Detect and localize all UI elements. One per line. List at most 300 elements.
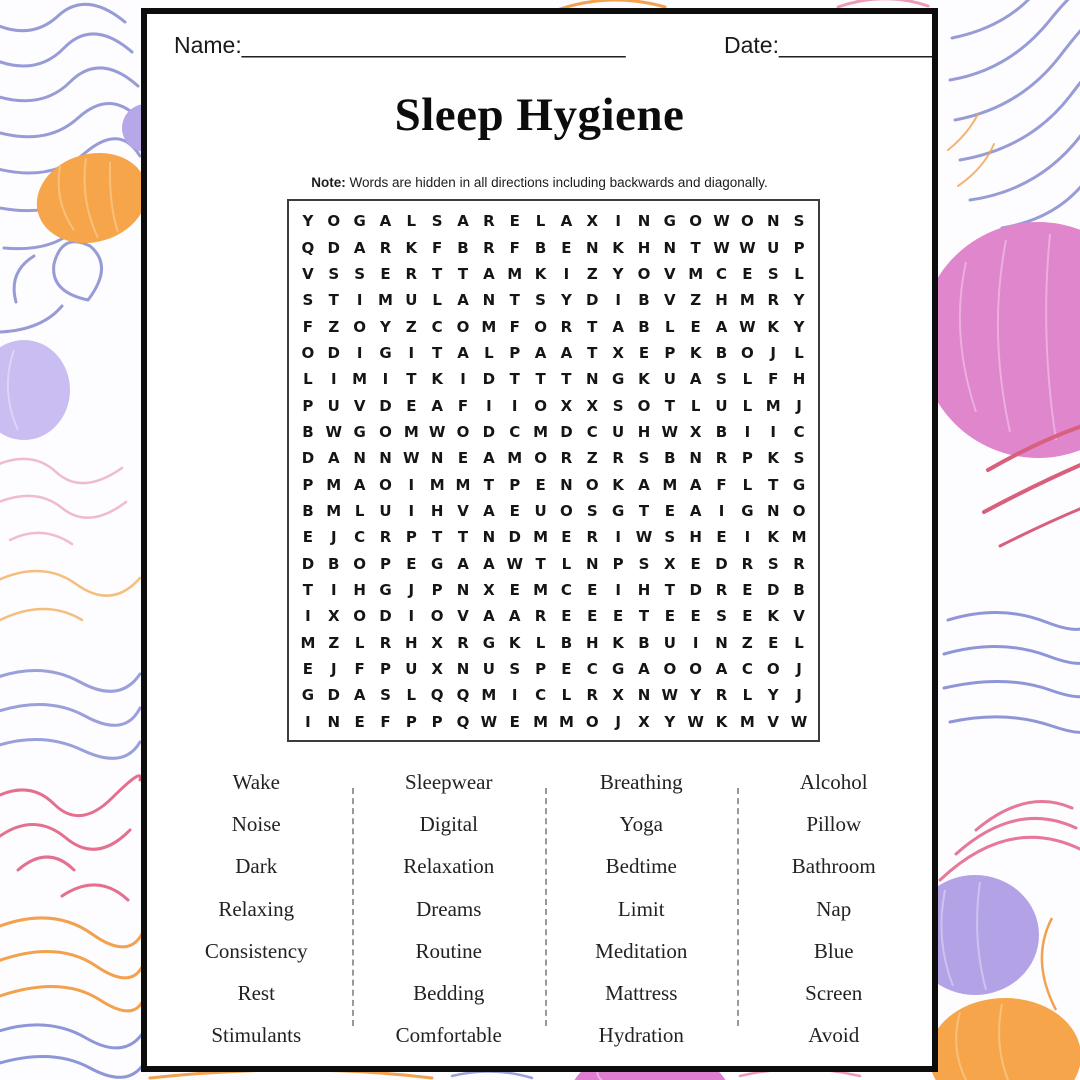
grid-letter: R bbox=[612, 449, 624, 468]
grid-letter: X bbox=[586, 212, 599, 231]
grid-letter: E bbox=[664, 501, 675, 520]
grid-letter: U bbox=[379, 501, 392, 520]
grid-letter: E bbox=[354, 712, 365, 731]
grid-letter: A bbox=[483, 554, 495, 573]
grid-letter: Z bbox=[586, 264, 598, 283]
grid-letter: L bbox=[665, 317, 675, 336]
grid-letter: E bbox=[509, 712, 520, 731]
grid-letter: S bbox=[535, 291, 546, 310]
grid-letter: O bbox=[353, 607, 366, 626]
grid-letter: R bbox=[793, 554, 805, 573]
grid-letter: Z bbox=[328, 633, 340, 652]
grid-letter: P bbox=[405, 528, 417, 547]
grid-letter: E bbox=[690, 607, 701, 626]
grid-letter: A bbox=[457, 212, 469, 231]
grid-letter: S bbox=[716, 370, 727, 389]
grid-letter: D bbox=[715, 554, 728, 573]
grid-letter: D bbox=[379, 396, 392, 415]
grid-letter: T bbox=[535, 554, 546, 573]
grid-letter: E bbox=[406, 554, 417, 573]
word-item: Wake bbox=[232, 769, 280, 794]
grid-letter: T bbox=[457, 528, 469, 547]
grid-letter: A bbox=[689, 501, 702, 520]
worksheet-card bbox=[141, 8, 938, 1072]
grid-letter: G bbox=[353, 422, 366, 441]
grid-letter: S bbox=[767, 554, 779, 573]
grid-letter: C bbox=[509, 422, 521, 441]
grid-letter: C bbox=[535, 686, 547, 705]
grid-letter: O bbox=[689, 212, 703, 231]
grid-letter: E bbox=[509, 501, 520, 520]
grid-letter: A bbox=[715, 660, 728, 679]
grid-letter: T bbox=[509, 370, 520, 389]
grid-letter: E bbox=[302, 660, 314, 679]
grid-letter: G bbox=[353, 212, 366, 231]
grid-letter: W bbox=[661, 422, 679, 441]
grid-letter: T bbox=[432, 264, 443, 283]
grid-letter: A bbox=[689, 370, 702, 389]
grid-letter: Y bbox=[793, 291, 805, 310]
grid-letter: V bbox=[793, 607, 805, 626]
word-item: Sleepwear bbox=[405, 769, 493, 794]
grid-letter: R bbox=[586, 528, 599, 547]
grid-letter: W bbox=[790, 712, 808, 731]
word-item: Nap bbox=[816, 896, 852, 921]
grid-letter: M bbox=[765, 396, 781, 415]
grid-letter: G bbox=[663, 212, 676, 231]
grid-letter: N bbox=[379, 449, 392, 468]
grid-letter: B bbox=[715, 343, 728, 362]
grid-letter: O bbox=[379, 422, 392, 441]
grid-letter: B bbox=[560, 633, 573, 652]
grid-letter: L bbox=[690, 396, 701, 415]
grid-letter: E bbox=[587, 580, 598, 599]
grid-letter: K bbox=[767, 449, 780, 468]
grid-letter: J bbox=[796, 660, 802, 679]
grid-letter: I bbox=[356, 291, 363, 310]
word-search-grid-box bbox=[287, 199, 820, 742]
grid-letter: M bbox=[429, 475, 445, 494]
word-item: Breathing bbox=[599, 769, 683, 794]
grid-letter: F bbox=[716, 475, 727, 494]
grid-letter: L bbox=[742, 396, 753, 415]
grid-letter: S bbox=[716, 607, 727, 626]
grid-letter: P bbox=[664, 343, 676, 362]
grid-letter: D bbox=[327, 238, 340, 257]
grid-letter: N bbox=[482, 291, 496, 310]
grid-letter: K bbox=[612, 238, 624, 257]
grid-letter: I bbox=[615, 580, 621, 599]
grid-letter: T bbox=[406, 370, 417, 389]
grid-letter: W bbox=[713, 212, 730, 231]
grid-letter: K bbox=[767, 607, 780, 626]
grid-letter: I bbox=[460, 370, 466, 389]
grid-letter: O bbox=[585, 475, 599, 494]
grid-letter: S bbox=[380, 686, 391, 705]
grid-letter: G bbox=[611, 370, 625, 389]
grid-letter: B bbox=[328, 554, 340, 573]
grid-letter: Y bbox=[690, 686, 702, 705]
grid-letter: S bbox=[767, 264, 779, 283]
grid-letter: G bbox=[431, 554, 444, 573]
grid-letter: D bbox=[379, 607, 392, 626]
grid-letter: R bbox=[457, 633, 469, 652]
grid-letter: M bbox=[533, 580, 549, 599]
word-item: Relaxing bbox=[218, 896, 295, 921]
grid-letter: F bbox=[302, 317, 314, 336]
word-item: Hydration bbox=[598, 1023, 684, 1048]
grid-letter: F bbox=[380, 712, 391, 731]
grid-letter: A bbox=[379, 212, 392, 231]
grid-letter: D bbox=[327, 686, 340, 705]
grid-letter: E bbox=[742, 580, 753, 599]
grid-letter: C bbox=[741, 660, 753, 679]
grid-letter: A bbox=[483, 449, 495, 468]
grid-letter: U bbox=[534, 501, 547, 520]
grid-letter: E bbox=[302, 528, 314, 547]
grid-letter: K bbox=[612, 633, 624, 652]
grid-letter: E bbox=[535, 475, 546, 494]
grid-letter: P bbox=[509, 475, 521, 494]
grid-letter: I bbox=[356, 343, 363, 362]
grid-letter: F bbox=[509, 317, 520, 336]
grid-letter: P bbox=[405, 712, 417, 731]
grid-letter: S bbox=[638, 449, 650, 468]
grid-letter: Q bbox=[456, 712, 470, 731]
grid-letter: O bbox=[534, 449, 547, 468]
grid-letter: V bbox=[457, 607, 469, 626]
grid-letter: C bbox=[560, 580, 572, 599]
grid-letter: R bbox=[483, 238, 495, 257]
grid-letter: K bbox=[767, 317, 780, 336]
grid-letter: E bbox=[509, 212, 520, 231]
date-blank-line: ____________ bbox=[778, 32, 933, 58]
grid-letter: E bbox=[664, 607, 675, 626]
grid-letter: P bbox=[612, 554, 624, 573]
grid-letter: O bbox=[534, 396, 547, 415]
word-item: Pillow bbox=[806, 811, 862, 836]
word-item: Screen bbox=[805, 981, 863, 1006]
grid-letter: X bbox=[612, 343, 624, 362]
grid-letter: E bbox=[768, 633, 779, 652]
note-body: Words are hidden in all directions including backwards and diagonally. bbox=[345, 175, 768, 190]
grid-letter: C bbox=[431, 317, 443, 336]
grid-letter: O bbox=[637, 264, 651, 283]
grid-letter: B bbox=[664, 449, 676, 468]
grid-letter: N bbox=[766, 501, 780, 520]
grid-letter: O bbox=[637, 396, 651, 415]
grid-letter: O bbox=[792, 501, 806, 520]
grid-letter: R bbox=[715, 580, 728, 599]
grid-letter: X bbox=[327, 607, 340, 626]
grid-letter: T bbox=[664, 580, 675, 599]
grid-letter: T bbox=[432, 528, 443, 547]
grid-letter: C bbox=[586, 422, 598, 441]
grid-letter: A bbox=[534, 343, 547, 362]
grid-letter: Q bbox=[456, 686, 470, 705]
grid-letter: I bbox=[486, 396, 492, 415]
grid-letter: R bbox=[379, 633, 392, 652]
grid-letter: I bbox=[408, 343, 415, 362]
grid-letter: E bbox=[561, 607, 572, 626]
grid-letter: A bbox=[431, 396, 443, 415]
grid-letter: A bbox=[353, 475, 366, 494]
word-item: Limit bbox=[617, 896, 665, 921]
grid-letter: K bbox=[508, 633, 521, 652]
word-item: Dreams bbox=[416, 896, 482, 921]
grid-letter: G bbox=[611, 501, 625, 520]
grid-letter: V bbox=[664, 264, 676, 283]
grid-letter: G bbox=[379, 343, 392, 362]
grid-letter: A bbox=[612, 317, 624, 336]
grid-letter: G bbox=[301, 686, 315, 705]
grid-letter: T bbox=[483, 475, 494, 494]
grid-letter: I bbox=[615, 212, 621, 231]
grid-letter: K bbox=[612, 475, 624, 494]
grid-letter: R bbox=[379, 528, 392, 547]
grid-letter: D bbox=[586, 291, 599, 310]
grid-letter: B bbox=[638, 291, 650, 310]
grid-letter: N bbox=[353, 449, 366, 468]
grid-letter: X bbox=[431, 660, 443, 679]
grid-letter: K bbox=[534, 264, 547, 283]
note-label: Note: bbox=[311, 175, 346, 190]
grid-letter: A bbox=[560, 212, 573, 231]
grid-letter: D bbox=[508, 528, 521, 547]
grid-letter: O bbox=[301, 343, 315, 362]
grid-letter: P bbox=[535, 660, 547, 679]
grid-letter: E bbox=[561, 238, 572, 257]
grid-letter: E bbox=[561, 660, 572, 679]
grid-letter: M bbox=[507, 264, 523, 283]
grid-letter: I bbox=[692, 633, 699, 652]
grid-letter: L bbox=[354, 501, 365, 520]
grid-letter: T bbox=[587, 343, 598, 362]
grid-letter: T bbox=[664, 396, 675, 415]
date-label: Date: bbox=[724, 32, 779, 58]
grid-letter: I bbox=[511, 396, 518, 415]
word-item: Rest bbox=[237, 981, 275, 1006]
grid-letter: I bbox=[744, 422, 751, 441]
grid-letter: I bbox=[330, 580, 337, 599]
grid-letter: N bbox=[637, 686, 651, 705]
grid-letter: U bbox=[327, 396, 340, 415]
grid-letter: O bbox=[379, 475, 392, 494]
grid-letter: A bbox=[483, 501, 495, 520]
grid-letter: L bbox=[535, 633, 546, 652]
grid-letter: G bbox=[741, 501, 754, 520]
note-text bbox=[147, 175, 932, 190]
grid-letter: T bbox=[302, 580, 314, 599]
grid-letter: Z bbox=[690, 291, 702, 310]
grid-letter: U bbox=[767, 238, 780, 257]
grid-letter: H bbox=[689, 528, 702, 547]
grid-letter: E bbox=[406, 396, 417, 415]
word-column bbox=[160, 761, 353, 1057]
grid-letter: I bbox=[408, 475, 415, 494]
grid-letter: L bbox=[484, 343, 494, 362]
grid-letter: M bbox=[739, 712, 755, 731]
grid-letter: P bbox=[379, 660, 391, 679]
grid-letter: T bbox=[328, 291, 339, 310]
grid-letter: R bbox=[405, 264, 418, 283]
grid-letter: R bbox=[534, 607, 547, 626]
grid-letter: F bbox=[509, 238, 520, 257]
grid-letter: S bbox=[586, 501, 598, 520]
grid-letter: X bbox=[664, 554, 676, 573]
grid-letter: N bbox=[585, 370, 599, 389]
grid-letter: D bbox=[689, 580, 702, 599]
grid-letter: H bbox=[353, 580, 366, 599]
grid-letter: L bbox=[561, 554, 572, 573]
grid-letter: L bbox=[742, 686, 753, 705]
grid-letter: M bbox=[352, 370, 368, 389]
grid-letter: P bbox=[431, 580, 443, 599]
grid-letter: A bbox=[483, 264, 495, 283]
grid-letter: W bbox=[739, 238, 756, 257]
grid-letter: L bbox=[354, 633, 365, 652]
grid-letter: A bbox=[689, 475, 702, 494]
grid-letter: W bbox=[325, 422, 343, 441]
grid-letter: D bbox=[482, 422, 496, 441]
word-item: Consistency bbox=[204, 938, 308, 963]
grid-letter: L bbox=[794, 633, 804, 652]
word-item: Blue bbox=[813, 938, 854, 963]
grid-letter: L bbox=[561, 686, 572, 705]
grid-letter: L bbox=[535, 212, 546, 231]
name-blank-line: ______________________________ bbox=[241, 32, 626, 58]
grid-letter: L bbox=[432, 291, 442, 310]
grid-letter: N bbox=[715, 633, 728, 652]
grid-letter: I bbox=[511, 686, 518, 705]
grid-letter: E bbox=[742, 264, 753, 283]
grid-letter: E bbox=[509, 580, 520, 599]
grid-letter: T bbox=[432, 343, 443, 362]
grid-letter: S bbox=[793, 449, 805, 468]
grid-letter: S bbox=[302, 291, 314, 310]
grid-letter: B bbox=[457, 238, 469, 257]
grid-letter: N bbox=[663, 238, 677, 257]
grid-letter: M bbox=[403, 422, 419, 441]
word-item: Avoid bbox=[808, 1023, 860, 1048]
grid-letter: T bbox=[457, 264, 469, 283]
grid-letter: B bbox=[638, 317, 650, 336]
grid-letter: W bbox=[687, 712, 704, 731]
grid-letter: B bbox=[302, 501, 314, 520]
grid-letter: L bbox=[742, 370, 753, 389]
grid-letter: E bbox=[380, 264, 391, 283]
grid-letter: W bbox=[739, 317, 756, 336]
grid-letter: M bbox=[533, 528, 549, 547]
grid-letter: K bbox=[767, 528, 780, 547]
grid-letter: O bbox=[456, 317, 470, 336]
grid-letter: R bbox=[741, 554, 754, 573]
grid-letter: M bbox=[688, 264, 704, 283]
grid-letter: A bbox=[457, 343, 469, 362]
grid-letter: Q bbox=[301, 238, 315, 257]
grid-letter: W bbox=[661, 686, 679, 705]
grid-letter: A bbox=[638, 660, 650, 679]
grid-letter: A bbox=[327, 449, 340, 468]
grid-letter: B bbox=[793, 580, 805, 599]
grid-letter: A bbox=[715, 317, 728, 336]
grid-letter: O bbox=[534, 317, 547, 336]
grid-letter: U bbox=[482, 660, 495, 679]
grid-letter: B bbox=[715, 422, 728, 441]
grid-letter: O bbox=[560, 501, 573, 520]
grid-letter: M bbox=[739, 291, 755, 310]
grid-letter: J bbox=[330, 528, 337, 547]
grid-letter: G bbox=[379, 580, 392, 599]
grid-letter: U bbox=[405, 660, 418, 679]
grid-letter: Y bbox=[767, 686, 779, 705]
word-list-divider bbox=[545, 788, 547, 1026]
grid-letter: G bbox=[482, 633, 496, 652]
grid-letter: Z bbox=[586, 449, 598, 468]
grid-letter: I bbox=[408, 501, 415, 520]
grid-letter: L bbox=[742, 475, 753, 494]
grid-letter: H bbox=[405, 633, 418, 652]
grid-letter: O bbox=[430, 607, 444, 626]
grid-letter: M bbox=[378, 291, 393, 310]
grid-letter: Z bbox=[741, 633, 753, 652]
grid-letter: T bbox=[768, 475, 779, 494]
grid-letter: H bbox=[637, 238, 651, 257]
grid-letter: I bbox=[718, 501, 725, 520]
grid-letter: V bbox=[767, 712, 780, 731]
grid-letter: R bbox=[560, 317, 573, 336]
grid-letter: M bbox=[455, 475, 471, 494]
grid-letter: I bbox=[382, 370, 389, 389]
grid-letter: W bbox=[713, 238, 730, 257]
grid-letter: M bbox=[326, 501, 342, 520]
grid-letter: J bbox=[796, 686, 802, 705]
name-label: Name: bbox=[174, 32, 242, 58]
date-group bbox=[724, 32, 932, 59]
grid-letter: S bbox=[793, 212, 805, 231]
grid-letter: K bbox=[689, 343, 702, 362]
grid-letter: L bbox=[406, 686, 417, 705]
word-item: Alcohol bbox=[799, 769, 868, 794]
grid-letter: I bbox=[563, 264, 570, 283]
grid-letter: W bbox=[506, 554, 523, 573]
grid-letter: X bbox=[638, 712, 650, 731]
grid-letter: I bbox=[305, 607, 311, 626]
grid-letter: R bbox=[715, 686, 728, 705]
grid-letter: P bbox=[302, 475, 314, 494]
grid-letter: J bbox=[330, 660, 337, 679]
grid-letter: I bbox=[330, 370, 337, 389]
grid-letter: N bbox=[689, 449, 702, 468]
grid-letter: I bbox=[770, 422, 777, 441]
grid-letter: V bbox=[457, 501, 469, 520]
grid-letter: S bbox=[509, 660, 521, 679]
grid-letter: P bbox=[379, 554, 391, 573]
grid-letter: D bbox=[766, 580, 780, 599]
grid-letter: R bbox=[586, 686, 599, 705]
grid-letter: D bbox=[301, 554, 315, 573]
grid-letter: D bbox=[482, 370, 496, 389]
word-list-divider bbox=[352, 788, 354, 1026]
grid-letter: A bbox=[560, 343, 573, 362]
grid-letter: X bbox=[689, 422, 702, 441]
grid-letter: N bbox=[560, 475, 573, 494]
grid-letter: U bbox=[612, 422, 625, 441]
grid-letter: A bbox=[483, 607, 495, 626]
grid-letter: O bbox=[585, 712, 599, 731]
grid-letter: F bbox=[354, 660, 365, 679]
grid-letter: A bbox=[638, 475, 650, 494]
